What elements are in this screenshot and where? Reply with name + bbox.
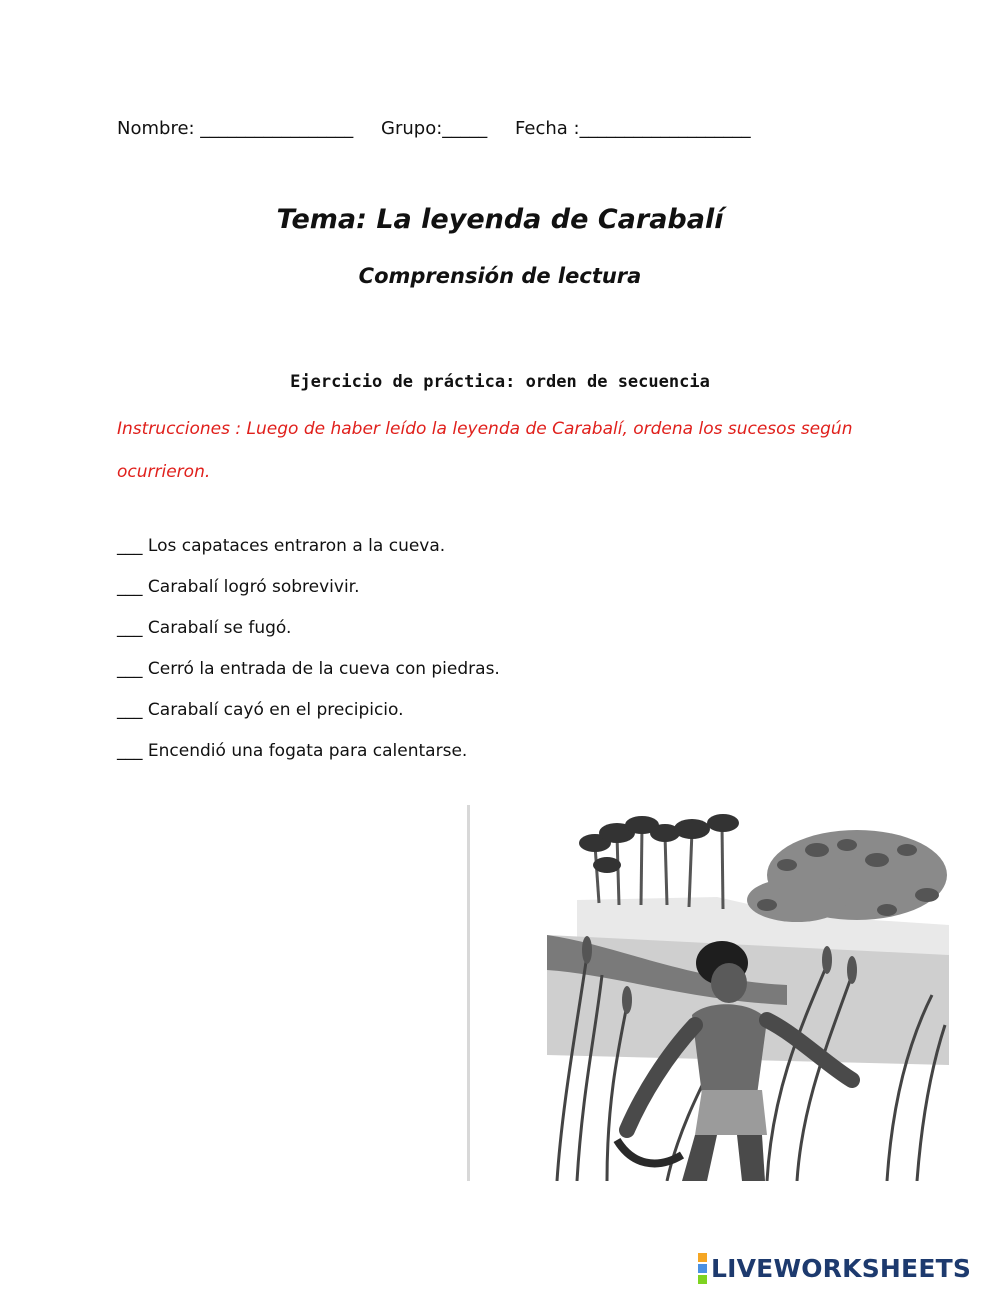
header-fields xyxy=(117,118,773,139)
sequence-item[interactable]: ___ Carabalí logró sobrevivir. xyxy=(117,577,360,597)
sequence-item[interactable]: ___ Los capataces entraron a la cueva. xyxy=(117,536,446,556)
sequence-item[interactable]: ___ Encendió una fogata para calentarse. xyxy=(117,741,468,761)
instructions-text: Instrucciones : Luego de haber leído la leyenda de Carabalí, ordena los sucesos según ocurrieron. xyxy=(117,419,853,482)
page-title: Tema: La leyenda de Carabalí xyxy=(276,204,724,235)
logo-mark-icon xyxy=(697,1252,708,1285)
exercise-title: Ejercicio de práctica: orden de secuencia xyxy=(290,372,710,392)
nombre-field[interactable]: Nombre: _________________ xyxy=(117,118,354,139)
fecha-field[interactable]: Fecha :___________________ xyxy=(515,118,751,139)
sequence-item[interactable]: ___ Carabalí se fugó. xyxy=(117,618,292,638)
brand-name: LIVEWORKSHEETS xyxy=(711,1253,972,1283)
sequence-item[interactable]: ___ Carabalí cayó en el precipicio. xyxy=(117,700,404,720)
grupo-field[interactable]: Grupo:_____ xyxy=(381,118,488,139)
sequence-item[interactable]: ___ Cerró la entrada de la cueva con piedras. xyxy=(117,659,500,679)
page-subtitle: Comprensión de lectura xyxy=(358,264,642,288)
liveworksheets-logo[interactable] xyxy=(697,1252,971,1284)
carabali-illustration xyxy=(467,805,949,1181)
